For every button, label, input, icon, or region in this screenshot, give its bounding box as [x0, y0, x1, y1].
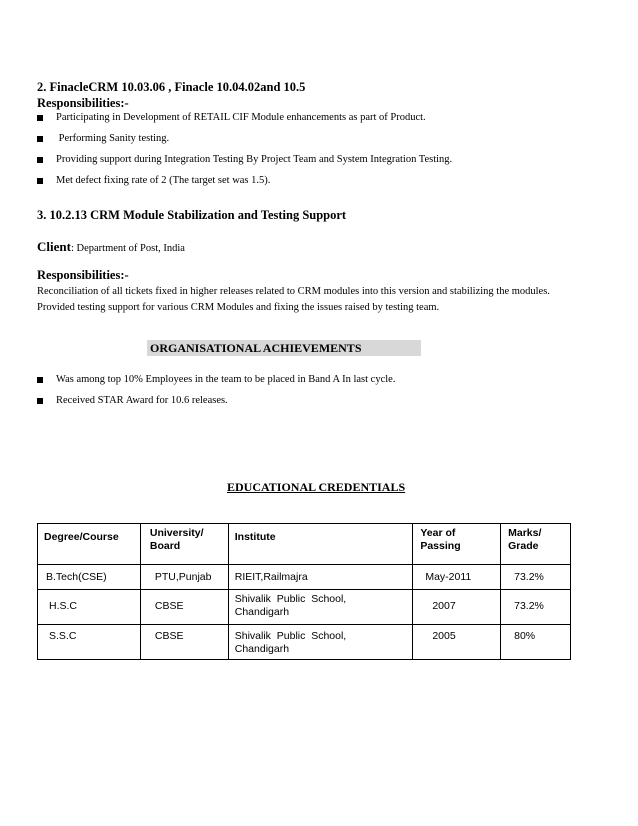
list-item-text: Met defect fixing rate of 2 (The target set was 1.5).: [56, 175, 271, 186]
project-3-responsibilities-label: Responsibilities:-: [37, 268, 129, 282]
project-3-heading: 3. 10.2.13 CRM Module Stabilization and Testing Support: [37, 208, 347, 222]
cell-year: 2007: [413, 590, 501, 625]
column-header-institute: Institute: [228, 524, 413, 565]
education-table: [37, 523, 571, 660]
bullet-icon: [37, 136, 43, 142]
list-item-text: Providing support during Integration Testing By Project Team and System Integration Testing.: [56, 154, 453, 165]
cell-institute: Shivalik Public School, Chandigarh: [228, 625, 413, 660]
cell-university: CBSE: [140, 625, 228, 660]
list-item-text: Received STAR Award for 10.6 releases.: [56, 395, 228, 406]
table-row: [38, 565, 571, 590]
table-row: [38, 625, 571, 660]
project-3-description-line-2: Provided testing support for various CRM Modules and fixing the issues raised by testing team.: [37, 302, 440, 313]
cell-marks: 80%: [501, 625, 571, 660]
cell-marks: 73.2%: [501, 565, 571, 590]
cell-university: PTU,Punjab: [140, 565, 228, 590]
table-row: [38, 590, 571, 625]
cell-marks: 73.2%: [501, 590, 571, 625]
bullet-icon: [37, 115, 43, 121]
list-item-text: Participating in Development of RETAIL CIF Module enhancements as part of Product.: [56, 112, 426, 123]
client-label: Client: [37, 239, 71, 254]
list-item-text: Performing Sanity testing.: [56, 133, 170, 144]
column-header-marks: Marks/ Grade: [501, 524, 571, 565]
cell-institute: RIEIT,Railmajra: [228, 565, 413, 590]
bullet-icon: [37, 157, 43, 163]
bullet-icon: [37, 178, 43, 184]
project-3-description-line-1: Reconciliation of all tickets fixed in higher releases related to CRM modules into this version and stabilizing the modules.: [37, 286, 550, 297]
client-line: [37, 238, 185, 256]
list-item-text: Was among top 10% Employees in the team to be placed in Band A In last cycle.: [56, 374, 396, 385]
cell-degree: H.S.C: [38, 590, 141, 625]
cell-university: CBSE: [140, 590, 228, 625]
bullet-icon: [37, 398, 43, 404]
education-title: EDUCATIONAL CREDENTIALS: [227, 480, 406, 494]
cell-degree: S.S.C: [38, 625, 141, 660]
client-value: : Department of Post, India: [70, 243, 185, 254]
table-header-row: [38, 524, 571, 565]
column-header-degree: Degree/Course: [38, 524, 141, 565]
project-2-heading: 2. FinacleCRM 10.03.06 , Finacle 10.04.02and 10.5: [37, 80, 306, 94]
cell-year: May-2011: [413, 565, 501, 590]
cell-degree: B.Tech(CSE): [38, 565, 141, 590]
bullet-icon: [37, 377, 43, 383]
cell-institute: Shivalik Public School, Chandigarh: [228, 590, 413, 625]
cell-year: 2005: [413, 625, 501, 660]
project-2-responsibilities-label: Responsibilities:-: [37, 96, 129, 110]
achievements-title: ORGANISATIONAL ACHIEVEMENTS: [150, 341, 362, 355]
column-header-university: University/ Board: [140, 524, 228, 565]
column-header-year: Year of Passing: [413, 524, 501, 565]
